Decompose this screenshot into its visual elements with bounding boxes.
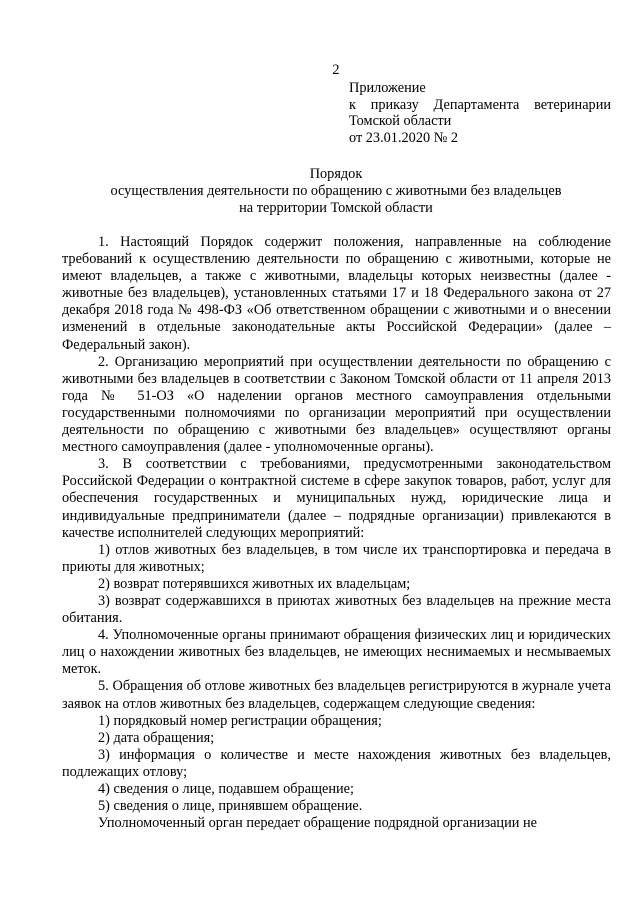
title-line-2: осуществления деятельности по обращению с животными без владельцев	[110, 183, 562, 200]
document-title	[86, 166, 586, 218]
paragraph-5-item-3: 3) информация о количестве и месте нахождения животных без владельцев, подлежащих отлову;	[62, 746, 611, 780]
paragraph-5-item-5: 5) сведения о лице, принявшем обращение.	[98, 798, 363, 815]
document-body	[62, 234, 611, 832]
title-line-3: на территории Томской области	[239, 200, 433, 217]
appendix-order-ref: к приказу Департамента ветеринарии	[349, 96, 611, 113]
page-number: 2	[332, 62, 340, 78]
paragraph-5-item-1: 1) порядковый номер регистрации обращения;	[98, 712, 382, 729]
paragraph-3-item-3: 3) возврат содержавшихся в приютах животных без владельцев на прежние места обитания.	[62, 592, 611, 627]
paragraph-4: 4. Уполномоченные органы принимают обращения физических лиц и юридических лиц о нахождении животных без владельцев, не имеющих неснимаемых и несмываемых меток.	[62, 627, 611, 678]
paragraph-3: 3. В соответствии с требованиями, предусмотренными законодательством Российской Федерации о контрактной системе в сфере закупок товаров, работ, услуг для обеспечения государственных и муниципальных нужд, юридические лица и индивидуальные предприниматели (далее – подрядные организации) привлекаются в качестве исполнителей следующих мероприятий:	[62, 456, 611, 541]
paragraph-continuation: Уполномоченный орган передает обращение подрядной организации не	[98, 815, 537, 832]
paragraph-3-item-2: 2) возврат потерявшихся животных их владельцам;	[98, 575, 411, 592]
paragraph-5: 5. Обращения об отлове животных без владельцев регистрируются в журнале учета заявок на отлов животных без владельцев, содержащем следующие сведения:	[62, 678, 611, 712]
paragraph-5-item-4: 4) сведения о лице, подавшем обращение;	[98, 781, 355, 797]
appendix-region: Томской области	[349, 113, 452, 130]
paragraph-1: 1. Настоящий Порядок содержит положения, направленные на соблюдение требований к осуществлению деятельности по обращению с животными, которые не имеют владельцев, а также с животными, владельцы которых неизвестны (далее - животные без владельцев), установленных статьями 17 и 18 Федерального закона от 27 декабря 2018 года № 498-ФЗ «Об ответственном обращении с животными и о внесении изменений в отдельные законодательные акты Российской Федерации» (далее – Федеральный закон).	[62, 234, 611, 353]
appendix-label: Приложение	[349, 80, 426, 96]
title-line-1: Порядок	[309, 166, 363, 182]
appendix-header	[349, 80, 611, 146]
appendix-date-number: от 23.01.2020 № 2	[349, 129, 459, 146]
paragraph-3-item-1: 1) отлов животных без владельцев, в том числе их транспортировка и передача в приюты для животных;	[62, 541, 611, 575]
paragraph-5-item-2: 2) дата обращения;	[98, 729, 215, 746]
paragraph-2: 2. Организацию мероприятий при осуществлении деятельности по обращению с животными без владельцев в соответствии с Законом Томской области от 11 апреля 2013 года № 51-ОЗ «О наделении органов местного самоуправления отдельными государственными полномочиями по организации мероприятий при осуществлении деятельности по обращению с животными без владельцев» осуществляют органы местного самоуправления (далее - уполномоченные органы).	[62, 353, 611, 456]
